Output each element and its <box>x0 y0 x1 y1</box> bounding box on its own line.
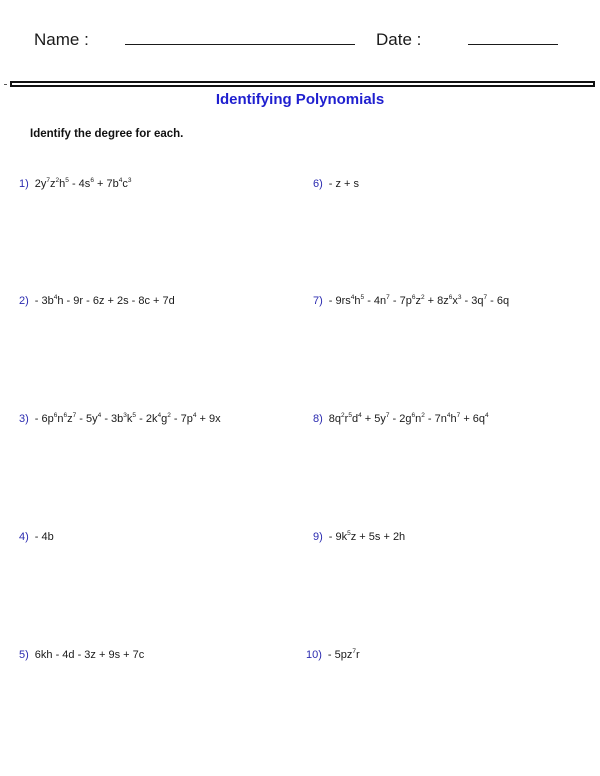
exponent: 4 <box>118 177 123 184</box>
name-label: Name : <box>34 30 89 49</box>
problem-10 <box>306 649 360 661</box>
problem-2 <box>19 295 175 307</box>
exponent: 4 <box>358 412 362 419</box>
worksheet-title: Identifying Polynomials <box>215 91 385 108</box>
problem-9 <box>313 531 405 543</box>
exponent: 4 <box>446 412 451 419</box>
exponent: 3 <box>457 294 462 301</box>
exponent: 4 <box>350 294 355 301</box>
polynomial-expression: $2y^7z^2h^5 - 4s^6 + 7b^4c^3$ <box>34 177 132 190</box>
problem-5 <box>19 649 144 661</box>
date-label: Date : <box>376 30 422 49</box>
exponent: 3 <box>123 412 127 419</box>
exponent: 4 <box>157 412 162 419</box>
polynomial-expression: - 4b <box>34 531 54 543</box>
double-rule-divider <box>10 81 595 87</box>
exponent: 4 <box>192 412 197 419</box>
exponent: 6 <box>411 294 416 301</box>
date-input-line[interactable] <box>468 44 558 45</box>
problem-number: 5) <box>19 649 29 661</box>
exponent: 7 <box>483 294 488 301</box>
exponent: 5 <box>132 412 137 419</box>
polynomial-expression: - $3b^4h - 9r - 6z + 2s - 8c + 7d$ <box>34 294 175 307</box>
problem-number: 8) <box>313 413 323 425</box>
exponent: 5 <box>348 412 352 419</box>
exponent: 7 <box>386 294 390 301</box>
instructions: Identify the degree for each. <box>30 128 184 140</box>
problem-number: 10) <box>306 649 322 661</box>
problem-4 <box>19 531 54 543</box>
name-input-line[interactable] <box>125 44 355 45</box>
exponent: 2 <box>167 412 171 419</box>
exponent: 6 <box>448 294 453 301</box>
exponent: 4 <box>97 412 102 419</box>
exponent: 7 <box>72 412 77 419</box>
problem-3 <box>19 413 221 425</box>
exponent: 3 <box>127 177 132 184</box>
problem-number: 3) <box>19 413 29 425</box>
problem-number: 7) <box>313 295 323 307</box>
exponent: 2 <box>55 177 60 184</box>
exponent: 7 <box>456 412 461 419</box>
exponent: 7 <box>385 412 390 419</box>
exponent: 2 <box>420 294 425 301</box>
problem-number: 2) <box>19 295 29 307</box>
polynomial-expression: - z + s <box>328 178 360 190</box>
exponent: 2 <box>341 412 345 419</box>
problem-8 <box>313 413 489 425</box>
margin-mark <box>4 84 7 85</box>
problem-number: 4) <box>19 531 29 543</box>
exponent: 4 <box>53 294 58 301</box>
problem-number: 6) <box>313 178 323 190</box>
exponent: 6 <box>90 177 94 184</box>
polynomial-expression: - $9k^5z + 5s + 2h$ <box>328 530 406 543</box>
exponent: 6 <box>63 412 68 419</box>
exponent: 5 <box>360 294 365 301</box>
exponent: 4 <box>485 412 489 419</box>
polynomial-expression: - $6p^6n^6z^7 - 5y^4 - 3b^3k^5 - 2k^4g^2 - 7p^4 + 9x$ <box>34 412 221 425</box>
problem-number: 9) <box>313 531 323 543</box>
polynomial-expression: $8q^2r^5d^4 + 5y^7 - 2g^6n^2 - 7n^4h^7 + 6q^4$ <box>328 412 489 425</box>
exponent: 7 <box>46 177 51 184</box>
exponent: 2 <box>421 412 425 419</box>
problem-1 <box>19 178 131 190</box>
problem-7 <box>313 295 509 307</box>
problem-number: 1) <box>19 178 29 190</box>
problem-6 <box>313 178 359 190</box>
exponent: 5 <box>65 177 69 184</box>
exponent: 7 <box>352 648 356 655</box>
exponent: 6 <box>53 412 58 419</box>
exponent: 6 <box>411 412 416 419</box>
exponent: 5 <box>347 530 351 537</box>
polynomial-expression: 6kh - 4d - 3z + 9s + 7c <box>34 649 145 661</box>
polynomial-expression: - $9rs^4h^5 - 4n^7 - 7p^6z^2 + 8z^6x^3 - 3q^7 - 6q$ <box>328 294 510 307</box>
polynomial-expression: - $5pz^7r$ <box>327 648 360 661</box>
